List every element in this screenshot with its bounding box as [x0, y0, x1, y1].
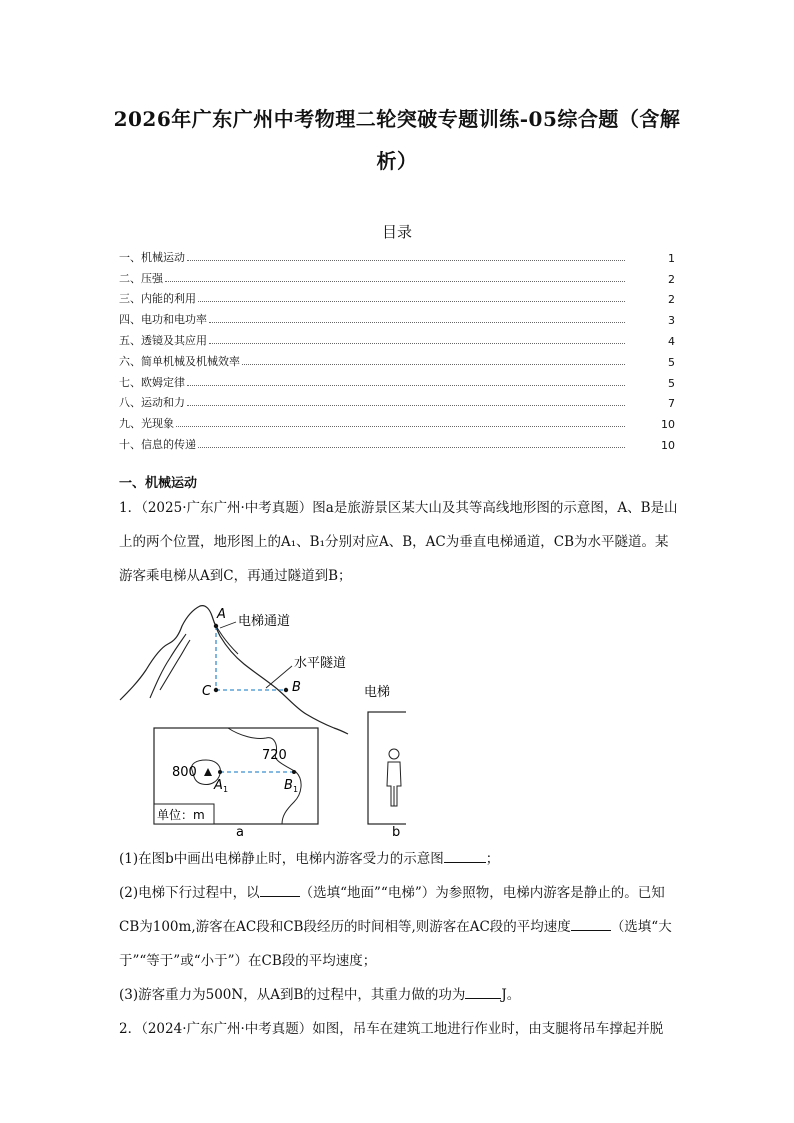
contour-line-720 [228, 728, 301, 824]
label-point-c: C [202, 684, 212, 699]
label-contour-720: 720 [262, 748, 287, 763]
label-elevator: 电梯 [364, 685, 391, 700]
label-point-a: A [217, 607, 226, 622]
label-tunnel: 水平隧道 [294, 656, 347, 671]
figure-caption-b: b [392, 825, 401, 838]
answer-blank[interactable] [444, 862, 486, 863]
question-2-text: 2．（2024·广东广州·中考真题）如图，吊车在建筑工地进行作业时，由支腿将吊车撑起并脱 [119, 1021, 664, 1037]
figure-caption-a: a [236, 825, 244, 838]
label-unit: 单位：m [157, 808, 205, 822]
toc-entry[interactable]: 十、信息的传递 10 [119, 437, 675, 452]
point-a1-dot [218, 770, 222, 774]
subquestion-2: (2)电梯下行过程中，以 （选填“地面”“电梯”）为参照物，电梯内游客是静止的。已知CB为100m,游客在AC段和CB段经历的时间相等,则游客在AC段的平均速度 （选填“大于”“等于”或“小于”）在CB段的平均速度； [119, 885, 672, 969]
label-point-b1: B [284, 778, 293, 793]
point-c-dot [214, 688, 218, 692]
toc-entry[interactable]: 二、压强 2 [119, 271, 675, 286]
document-title-line1: 2026年广东广州中考物理二轮突破专题训练-05综合题（含解 [113, 107, 681, 131]
answer-blank[interactable] [465, 998, 501, 999]
subquestion-1: (1)在图b中画出电梯静止时，电梯内游客受力的示意图 ； [119, 851, 500, 867]
point-b1-dot [292, 770, 296, 774]
mountain-ridge [160, 640, 190, 690]
answer-blank[interactable] [260, 896, 300, 897]
point-b-dot [284, 688, 288, 692]
label-subscript-b1: 1 [293, 785, 299, 794]
toc-entry[interactable]: 一、机械运动 1 [119, 250, 675, 265]
document-title-line2: 析） [376, 149, 418, 173]
passenger-figure [387, 749, 401, 806]
toc-entry[interactable]: 九、光现象 10 [119, 417, 675, 432]
question-1-subquestions [119, 842, 679, 1012]
label-subscript-a1: 1 [223, 785, 229, 794]
toc-heading: 目录 [381, 223, 412, 241]
table-of-contents [119, 244, 675, 452]
question-1-text: 1．（2025·广东广州·中考真题）图a是旅游景区某大山及其等高线地形图的示意图，A、B是山上的两个位置，地形图上的A₁、B₁分别对应A、B，AC为垂直电梯通道，CB为水平隧道。某游客乘电梯从A到C，再通过隧道到B； [119, 500, 678, 584]
answer-blank[interactable] [571, 930, 611, 931]
toc-entry[interactable]: 七、欧姆定律 5 [119, 375, 675, 390]
label-point-b: B [292, 680, 301, 695]
question-1-figure [116, 604, 406, 838]
subquestion-3: (3)游客重力为500N，从A到B的过程中，其重力做的功为 J。 [119, 987, 521, 1003]
toc-entry[interactable]: 四、电功和电功率 3 [119, 313, 675, 328]
toc-entry[interactable]: 五、透镜及其应用 4 [119, 333, 675, 348]
summit-triangle [204, 768, 212, 776]
label-point-a1: A [214, 778, 223, 793]
point-a-dot [214, 624, 218, 628]
label-elevator-shaft: 电梯通道 [238, 614, 291, 629]
label-contour-800: 800 [172, 765, 197, 780]
section-heading: 一、机械运动 [119, 476, 198, 491]
toc-entry[interactable]: 三、内能的利用 2 [119, 292, 675, 307]
toc-entry[interactable]: 六、简单机械及机械效率 5 [119, 354, 675, 369]
toc-entry[interactable]: 八、运动和力 7 [119, 396, 675, 411]
